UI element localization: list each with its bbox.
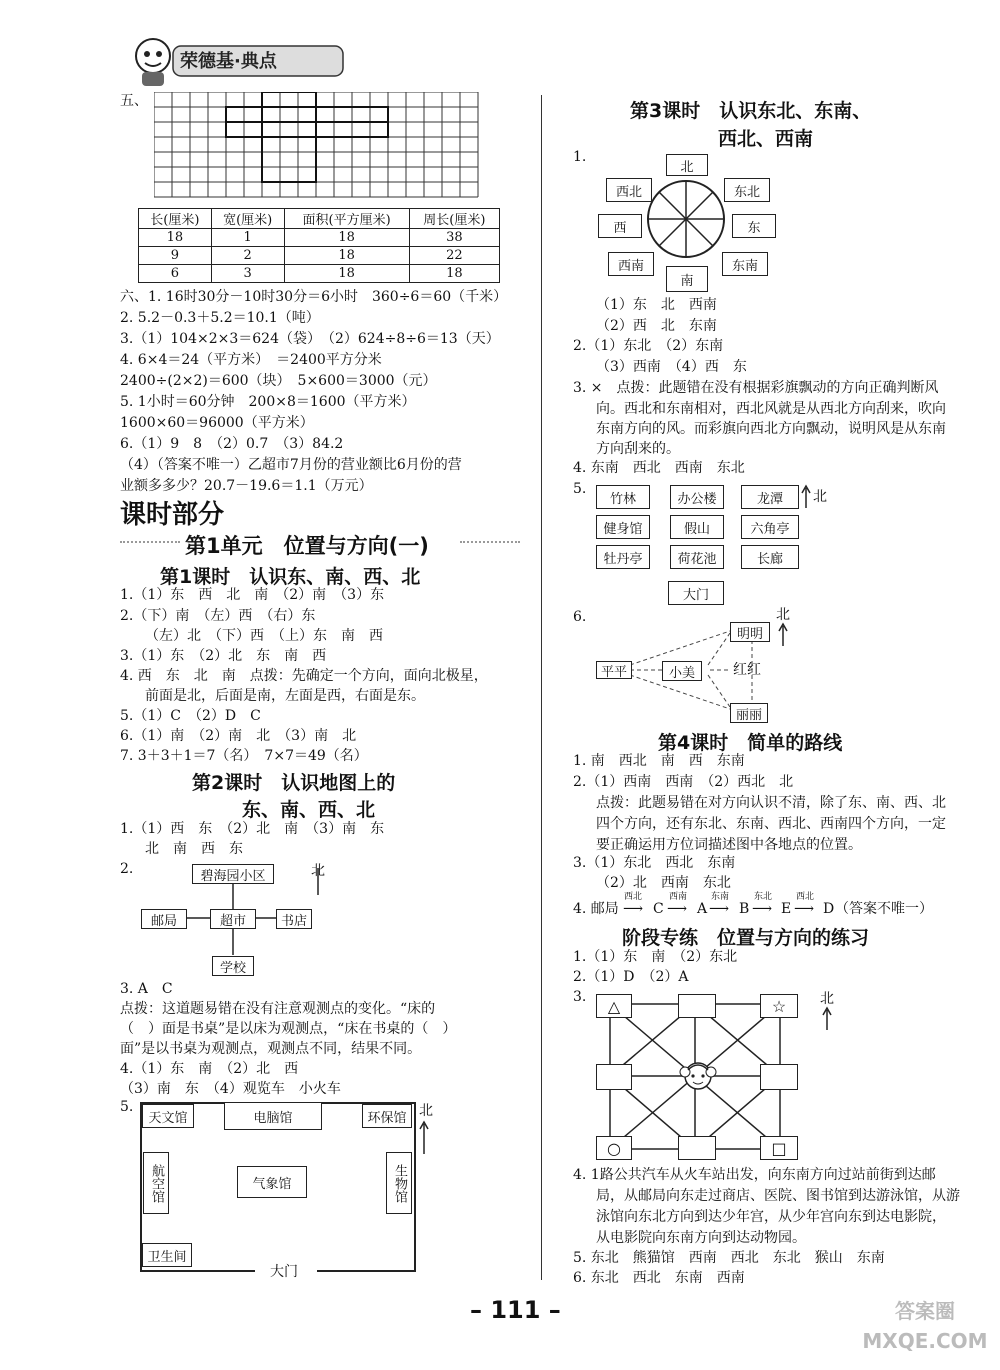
answer-line: 3. A C bbox=[120, 981, 173, 997]
header-logo bbox=[118, 32, 348, 88]
q5-label: 五、 bbox=[120, 93, 148, 109]
answer-line: 前面是北，后面是南，左面是西，右面是东。 bbox=[145, 688, 425, 704]
q3-number: 3. bbox=[573, 989, 587, 1005]
map6-mingming: 明明 bbox=[730, 622, 770, 642]
answer-line: 2.（1）东北 （2）东南 bbox=[573, 338, 724, 354]
table-cell: 18 bbox=[284, 265, 409, 283]
q6-number: 6. bbox=[573, 609, 587, 625]
answer-line: （3）南 东 （4）观览车 小火车 bbox=[120, 1081, 341, 1097]
watermark: 答案圈 MXQE.COM bbox=[862, 1299, 988, 1353]
map5-computer-hall: 电脑馆 bbox=[224, 1102, 322, 1130]
compass-rose-icon bbox=[645, 176, 727, 262]
answer-line: 从电影院向东南方向到达动物园。 bbox=[596, 1230, 806, 1246]
map6-north-arrow-icon bbox=[777, 622, 789, 648]
answer-line: 1.（1）东 西 北 南 （2）南 （3）东 bbox=[120, 587, 385, 603]
grid5-north-arrow-icon bbox=[800, 484, 812, 510]
grid5-cell: 办公楼 bbox=[670, 485, 724, 509]
map5-environment-hall: 环保馆 bbox=[362, 1104, 412, 1128]
answer-line: 5. 东北 熊猫馆 西南 西北 东北 猴山 东南 bbox=[573, 1250, 885, 1266]
grid5-cell: 牡丹亭 bbox=[596, 545, 650, 569]
route-node: C bbox=[653, 901, 664, 917]
answer-line: 4. 西 东 北 南 点拨：先确定一个方向，面向北极星， bbox=[120, 668, 488, 684]
q5-number: 5. bbox=[120, 1099, 134, 1115]
table-cell: 18 bbox=[409, 265, 499, 283]
map2-post-office: 邮局 bbox=[141, 909, 187, 929]
practice-title: 阶段专练 位置与方向的练习 bbox=[622, 927, 870, 949]
map5-north-label: 北 bbox=[419, 1103, 433, 1119]
grid3-topright: ☆ bbox=[760, 994, 798, 1018]
q5-number: 5. bbox=[573, 481, 587, 497]
answer-line: 泳馆向东北方向到达少年宫，从少年宫向东到达电影院， bbox=[596, 1209, 946, 1225]
table-row bbox=[139, 229, 500, 247]
answer-line: 4.（1）东 南 （2）北 西 bbox=[120, 1061, 299, 1077]
route-arrow-label: 东南 bbox=[711, 892, 730, 902]
answer-line: 向。西北和东南相对，西北风就是从西北方向刮来，吹向 bbox=[596, 401, 946, 417]
answer-line: 6. 东北 西北 东南 西南 bbox=[573, 1270, 745, 1286]
route-line bbox=[573, 894, 953, 922]
compass-north: 北 bbox=[666, 154, 708, 176]
route-node: E bbox=[781, 901, 792, 917]
answer-line: 6.（1）南 （2）南 北 （3）南 北 bbox=[120, 728, 357, 744]
grid3-north-arrow-icon bbox=[821, 1006, 833, 1032]
compass-southeast: 东南 bbox=[722, 252, 768, 276]
map5-aviation-hall-label: 航空馆 bbox=[149, 1163, 164, 1203]
table-header: 宽(厘米) bbox=[211, 209, 284, 229]
grid-paper bbox=[154, 92, 484, 202]
map5-gate: 大门 bbox=[270, 1264, 298, 1280]
map6-xiaomei: 小美 bbox=[662, 661, 702, 681]
map2-bookstore: 书店 bbox=[276, 909, 312, 929]
grid3-top bbox=[678, 994, 716, 1018]
answer-line: 1. 南 西北 南 西 东南 bbox=[573, 753, 745, 769]
table-header: 面积(平方厘米) bbox=[284, 209, 409, 229]
compass-northeast: 东北 bbox=[724, 178, 770, 202]
answer-line: （4）（答案不唯一）乙超市7月份的营业额比6月份的营 bbox=[120, 457, 462, 473]
lesson1-title: 第1课时 认识东、南、西、北 bbox=[160, 566, 421, 588]
route-prefix: 4. 邮局 bbox=[573, 901, 619, 917]
answer-line: （1）东 北 西南 bbox=[596, 297, 717, 313]
map5-observatory: 天文馆 bbox=[142, 1104, 194, 1128]
answer-line: 四个方向，还有东北、东南、西北、西南四个方向，一定 bbox=[596, 816, 946, 832]
map6-north-label: 北 bbox=[776, 607, 790, 623]
grid5-cell: 竹林 bbox=[596, 485, 650, 509]
route-node: A bbox=[697, 901, 708, 917]
map5-weather-hall: 气象馆 bbox=[237, 1166, 307, 1198]
answer-line: 面”是以书桌为观测点，观测点不同，结果不同。 bbox=[120, 1041, 422, 1057]
answer-line: 6.（1）9 8 （2）0.7 （3）84.2 bbox=[120, 436, 344, 452]
answer-line: 2400÷(2×2)＝600（块） 5×600＝3000（元） bbox=[120, 373, 437, 389]
route-arrow-label: 西南 bbox=[669, 892, 688, 902]
grid3-topleft: △ bbox=[596, 994, 632, 1018]
answer-line: （ ）面是书桌”是以床为观测点，“床在书桌的（ ） bbox=[120, 1021, 457, 1037]
table-header: 周长(厘米) bbox=[409, 209, 499, 229]
route-arrow-label: 东北 bbox=[754, 892, 773, 902]
table-header-row bbox=[139, 209, 500, 229]
answer-line: 点拨：此题易错在对方向认识不清，除了东、南、西、北 bbox=[596, 795, 946, 811]
dimension-table bbox=[138, 208, 500, 283]
map6-pingping: 平平 bbox=[596, 661, 632, 679]
table-cell: 1 bbox=[211, 229, 284, 247]
table-cell: 2 bbox=[211, 247, 284, 265]
grid3-bottomright: □ bbox=[760, 1136, 798, 1160]
map2-residential: 碧海园小区 bbox=[192, 864, 274, 884]
answer-line: 3.（1）104×2×3＝624（袋） （2）624÷8÷6＝13（天） bbox=[120, 331, 500, 347]
table-cell: 3 bbox=[211, 265, 284, 283]
map6-honghong: 红红 bbox=[733, 662, 761, 678]
table-row bbox=[139, 265, 500, 283]
grid5-cell: 长廊 bbox=[741, 545, 799, 569]
compass-west: 西 bbox=[598, 214, 642, 238]
grid5-cell: 六角亭 bbox=[741, 515, 799, 539]
route-node: D bbox=[823, 901, 835, 917]
answer-line: 点拨：这道题易错在没有注意观测点的变化。“床的 bbox=[120, 1001, 436, 1017]
lesson2-title-cont: 东、南、西、北 bbox=[242, 799, 376, 821]
grid-rectangle bbox=[226, 122, 388, 137]
route-suffix: （答案不唯一） bbox=[835, 901, 933, 917]
q1-number: 1. bbox=[573, 149, 587, 165]
table-header: 长(厘米) bbox=[139, 209, 212, 229]
answer-line: 5. 1小时＝60分钟 200×8＝1600（平方米） bbox=[120, 394, 416, 410]
map5-aviation-hall bbox=[143, 1152, 169, 1214]
map5-biology-hall-label: 生物馆 bbox=[392, 1163, 407, 1203]
answer-line: 5.（1）C （2）D C bbox=[120, 708, 261, 724]
lesson3-title: 第3课时 认识东北、东南、 bbox=[630, 100, 872, 122]
map2-school: 学校 bbox=[212, 956, 254, 976]
route-arrow-icon: ⟶ bbox=[752, 901, 773, 917]
grid5-north-label: 北 bbox=[813, 489, 827, 505]
unit-title: 第1单元 位置与方向(一) bbox=[185, 534, 429, 558]
brand-title: 荣德基·典点 bbox=[180, 51, 277, 72]
answer-line: 1600×60＝96000（平方米） bbox=[120, 415, 314, 431]
table-cell: 18 bbox=[284, 247, 409, 265]
map5-north-arrow-icon bbox=[418, 1120, 430, 1156]
grid3-right bbox=[760, 1064, 798, 1090]
map6-lili: 丽丽 bbox=[730, 703, 768, 723]
route-arrow-icon: ⟶ bbox=[709, 901, 730, 917]
answer-line: 局，从邮局向东走过商店、医院、图书馆到达游泳馆，从游 bbox=[596, 1188, 960, 1204]
table-cell: 22 bbox=[409, 247, 499, 265]
answer-line: 2. 5.2－0.3＋5.2＝10.1（吨） bbox=[120, 310, 320, 326]
grid5-cell: 健身馆 bbox=[596, 515, 650, 539]
answer-line: （2）西 北 东南 bbox=[596, 318, 717, 334]
route-node: B bbox=[739, 901, 750, 917]
grid3-left bbox=[596, 1064, 632, 1090]
table-cell: 38 bbox=[409, 229, 499, 247]
map5-biology-hall bbox=[386, 1152, 412, 1214]
table-cell: 18 bbox=[284, 229, 409, 247]
answer-line: 2.（下）南 （左）西 （右）东 bbox=[120, 608, 316, 624]
grid3-bottomleft: ○ bbox=[596, 1136, 632, 1160]
map2-supermarket: 超市 bbox=[210, 909, 256, 929]
compass-northwest: 西北 bbox=[606, 178, 652, 202]
answer-line: 要正确运用方位词描述图中各地点的位置。 bbox=[596, 837, 862, 853]
grid5-cell: 荷花池 bbox=[670, 545, 724, 569]
grid5-cell: 假山 bbox=[670, 515, 724, 539]
answer-line: （3）西南 （4）西 东 bbox=[596, 359, 747, 375]
answer-line: 1.（1）西 东 （2）北 南 （3）南 东 bbox=[120, 821, 385, 837]
answer-line: 东南方向的风。而彩旗向西北方向飘动，说明风是从东南 bbox=[596, 421, 946, 437]
answer-line: 3.（1）东 （2）北 东 南 西 bbox=[120, 648, 327, 664]
route-arrow-icon: ⟶ bbox=[623, 901, 644, 917]
answer-line: 4. 东南 西北 西南 东北 bbox=[573, 460, 745, 476]
unit-divider-right bbox=[460, 541, 520, 543]
lesson3-title-cont: 西北、西南 bbox=[718, 128, 814, 150]
answer-line: 2.（1）西南 西南 （2）西北 北 bbox=[573, 774, 794, 790]
route-arrow-label: 西北 bbox=[796, 892, 815, 902]
compass-south: 南 bbox=[666, 266, 708, 292]
grid5-gate: 大门 bbox=[668, 581, 724, 605]
answer-line: 北 南 西 东 bbox=[145, 841, 243, 857]
answer-line: 7. 3＋3＋1＝7（名） 7×7＝49（名） bbox=[120, 748, 368, 764]
answer-line: 业额多多少？20.7－19.6＝1.1（万元） bbox=[120, 478, 373, 494]
page-number: – 111 – bbox=[470, 1296, 561, 1324]
column-divider bbox=[541, 95, 542, 1280]
answer-line: 4. 6×4＝24（平方米） ＝2400平方分米 bbox=[120, 352, 382, 368]
answer-line: （2）北 西南 东北 bbox=[596, 875, 731, 891]
route-arrow-label: 西北 bbox=[624, 892, 643, 902]
answer-line: 3. × 点拨：此题错在没有根据彩旗飘动的方向正确判断风 bbox=[573, 380, 939, 396]
route-arrow-icon: ⟶ bbox=[667, 901, 688, 917]
answer-line: 4. 1路公共汽车从火车站出发，向东南方向过站前街到达邮 bbox=[573, 1167, 936, 1183]
grid3-bottom bbox=[678, 1136, 716, 1160]
table-cell: 9 bbox=[139, 247, 212, 265]
route-arrow-icon: ⟶ bbox=[794, 901, 815, 917]
grid5-cell: 龙潭 bbox=[741, 485, 799, 509]
compass-southwest: 西南 bbox=[608, 252, 654, 276]
lesson2-title: 第2课时 认识地图上的 bbox=[192, 772, 396, 794]
section-title: 课时部分 bbox=[120, 500, 225, 530]
q2-number: 2. bbox=[120, 861, 134, 877]
table-cell: 18 bbox=[139, 229, 212, 247]
answer-line: 2.（1）D （2）A bbox=[573, 969, 689, 985]
girl-face-icon bbox=[678, 1058, 718, 1094]
unit-divider-left bbox=[120, 541, 180, 543]
grid3-north-label: 北 bbox=[820, 991, 834, 1007]
table-cell: 6 bbox=[139, 265, 212, 283]
answer-line: 方向刮来的。 bbox=[596, 441, 680, 457]
map2-north-label: 北 bbox=[311, 863, 325, 879]
lesson4-title: 第4课时 简单的路线 bbox=[658, 732, 843, 754]
answer-line: 3.（1）东北 西北 东南 bbox=[573, 855, 736, 871]
compass-east: 东 bbox=[732, 214, 776, 238]
answer-line: 六、1. 16时30分－10时30分＝6小时 360÷6＝60（千米） bbox=[120, 289, 508, 305]
map5-restroom: 卫生间 bbox=[142, 1243, 192, 1267]
answer-line: （左）北 （下）西 （上）东 南 西 bbox=[145, 628, 383, 644]
table-row bbox=[139, 247, 500, 265]
answer-line: 1.（1）东 南 （2）东北 bbox=[573, 949, 738, 965]
